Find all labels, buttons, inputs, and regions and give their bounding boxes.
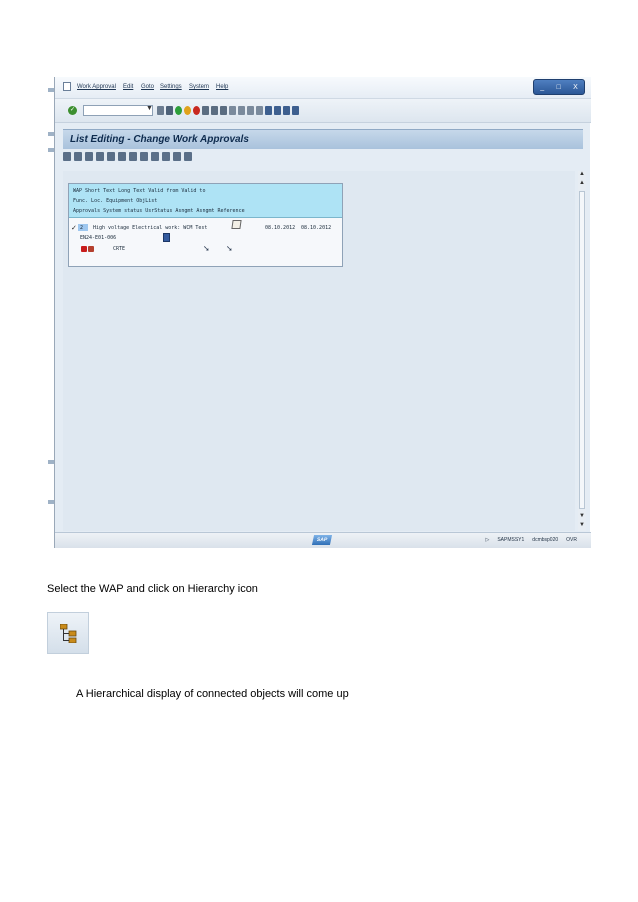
row-checkbox[interactable]: ✓	[71, 225, 77, 232]
scroll-up-icon[interactable]: ▲	[579, 171, 585, 177]
scroll-down-icon[interactable]: ▼	[579, 522, 585, 528]
select-all-icon[interactable]	[96, 152, 104, 161]
server-name: dcmbsp020	[532, 537, 559, 543]
back-nav-icon[interactable]	[157, 106, 164, 115]
find-icon[interactable]	[211, 106, 218, 115]
settings-icon[interactable]	[184, 152, 192, 161]
screen-title: List Editing - Change Work Approvals	[70, 134, 249, 145]
long-text-icon[interactable]	[231, 220, 241, 229]
row-valid-to: 08.10.2012	[301, 225, 332, 231]
exit-icon[interactable]	[184, 106, 191, 115]
status-icon	[81, 246, 87, 252]
window-controls	[533, 79, 585, 95]
cancel-icon[interactable]	[193, 106, 200, 115]
hierarchy-icon	[60, 624, 78, 643]
print-icon[interactable]	[202, 106, 209, 115]
application-toolbar	[63, 152, 192, 161]
toolbar-icons	[157, 106, 299, 115]
sort-asc-icon[interactable]	[118, 152, 126, 161]
last-page-icon[interactable]	[256, 106, 263, 115]
menu-settings[interactable]: Settings	[160, 84, 182, 90]
save-icon[interactable]	[166, 106, 173, 115]
standard-toolbar	[55, 99, 591, 123]
graphic-icon[interactable]	[173, 152, 181, 161]
menu-goto[interactable]: Goto	[141, 84, 155, 90]
hierarchy-icon-button[interactable]	[47, 612, 89, 654]
status-expand-icon[interactable]: ▷	[485, 537, 490, 543]
back-icon[interactable]	[175, 106, 182, 115]
row-short-text: High voltage Electrical work: WCM Test	[93, 225, 208, 231]
status-bar	[55, 532, 591, 548]
status-icon-2	[88, 246, 94, 252]
header-line-1: WAP Short Text Long Text Valid from Valid to	[73, 188, 206, 194]
enter-check-icon[interactable]: ✓	[69, 107, 76, 113]
row-valid-from: 08.10.2012	[265, 225, 296, 231]
assignment-arrow-icon[interactable]: ➘	[203, 244, 210, 253]
assignment-arrow-icon-2[interactable]: ➘	[226, 244, 233, 253]
row-status: CRTE	[113, 246, 126, 252]
scroll-page-down-icon[interactable]: ▼	[579, 513, 585, 519]
export-icon[interactable]	[162, 152, 170, 161]
vertical-scrollbar[interactable]	[578, 171, 586, 531]
previous-page-icon[interactable]	[238, 106, 245, 115]
object-list-icon[interactable]	[163, 233, 170, 242]
list-header	[69, 184, 342, 218]
menu-help[interactable]: Help	[216, 84, 229, 90]
scroll-page-up-icon[interactable]: ▲	[579, 180, 585, 186]
find-next-icon[interactable]	[220, 106, 227, 115]
maximize-button[interactable]: □	[556, 83, 561, 91]
detail-icon[interactable]	[85, 152, 93, 161]
close-button[interactable]: X	[573, 83, 578, 91]
deselect-icon[interactable]	[107, 152, 115, 161]
menu-system[interactable]: System	[189, 84, 210, 90]
table-row[interactable]	[69, 222, 342, 262]
header-line-2: Func. Loc. Equipment ObjList	[73, 198, 158, 204]
app-menu-icon[interactable]	[63, 82, 71, 91]
help-icon[interactable]	[283, 106, 290, 115]
screen-title-bar	[63, 129, 583, 149]
layout-icon[interactable]	[292, 106, 299, 115]
row-func-loc: EN24-E01-006	[80, 235, 117, 241]
sap-window	[54, 77, 590, 548]
system-info	[485, 537, 577, 543]
result-text: A Hierarchical display of connected objects will come up	[76, 688, 349, 700]
chevron-down-icon[interactable]: ▼	[146, 105, 153, 112]
input-mode[interactable]: OVR	[566, 537, 577, 543]
row-number: 2	[80, 225, 84, 231]
scroll-thumb[interactable]	[579, 191, 585, 509]
command-field[interactable]	[83, 105, 153, 116]
menu-work-approval[interactable]: Work Approval	[77, 84, 116, 90]
header-line-3: Approvals System status UsrStatus Asngmt Asngmt Reference	[73, 208, 245, 214]
set-filter-icon[interactable]	[140, 152, 148, 161]
change-layout-icon[interactable]	[151, 152, 159, 161]
sort-desc-icon[interactable]	[129, 152, 137, 161]
instruction-text: Select the WAP and click on Hierarchy icon	[47, 583, 258, 595]
list-area	[63, 171, 575, 531]
menu-bar	[55, 77, 591, 99]
minimize-button[interactable]: _	[540, 83, 545, 91]
new-session-icon[interactable]	[265, 106, 272, 115]
next-page-icon[interactable]	[247, 106, 254, 115]
hierarchy-icon[interactable]	[63, 152, 71, 161]
shortcut-icon[interactable]	[274, 106, 281, 115]
sap-logo: SAP	[312, 535, 332, 545]
work-approval-list	[68, 183, 343, 267]
filter-icon[interactable]	[74, 152, 82, 161]
first-page-icon[interactable]	[229, 106, 236, 115]
program-name[interactable]: SAPMSSY1	[497, 537, 525, 543]
menu-edit[interactable]: Edit	[123, 84, 134, 90]
